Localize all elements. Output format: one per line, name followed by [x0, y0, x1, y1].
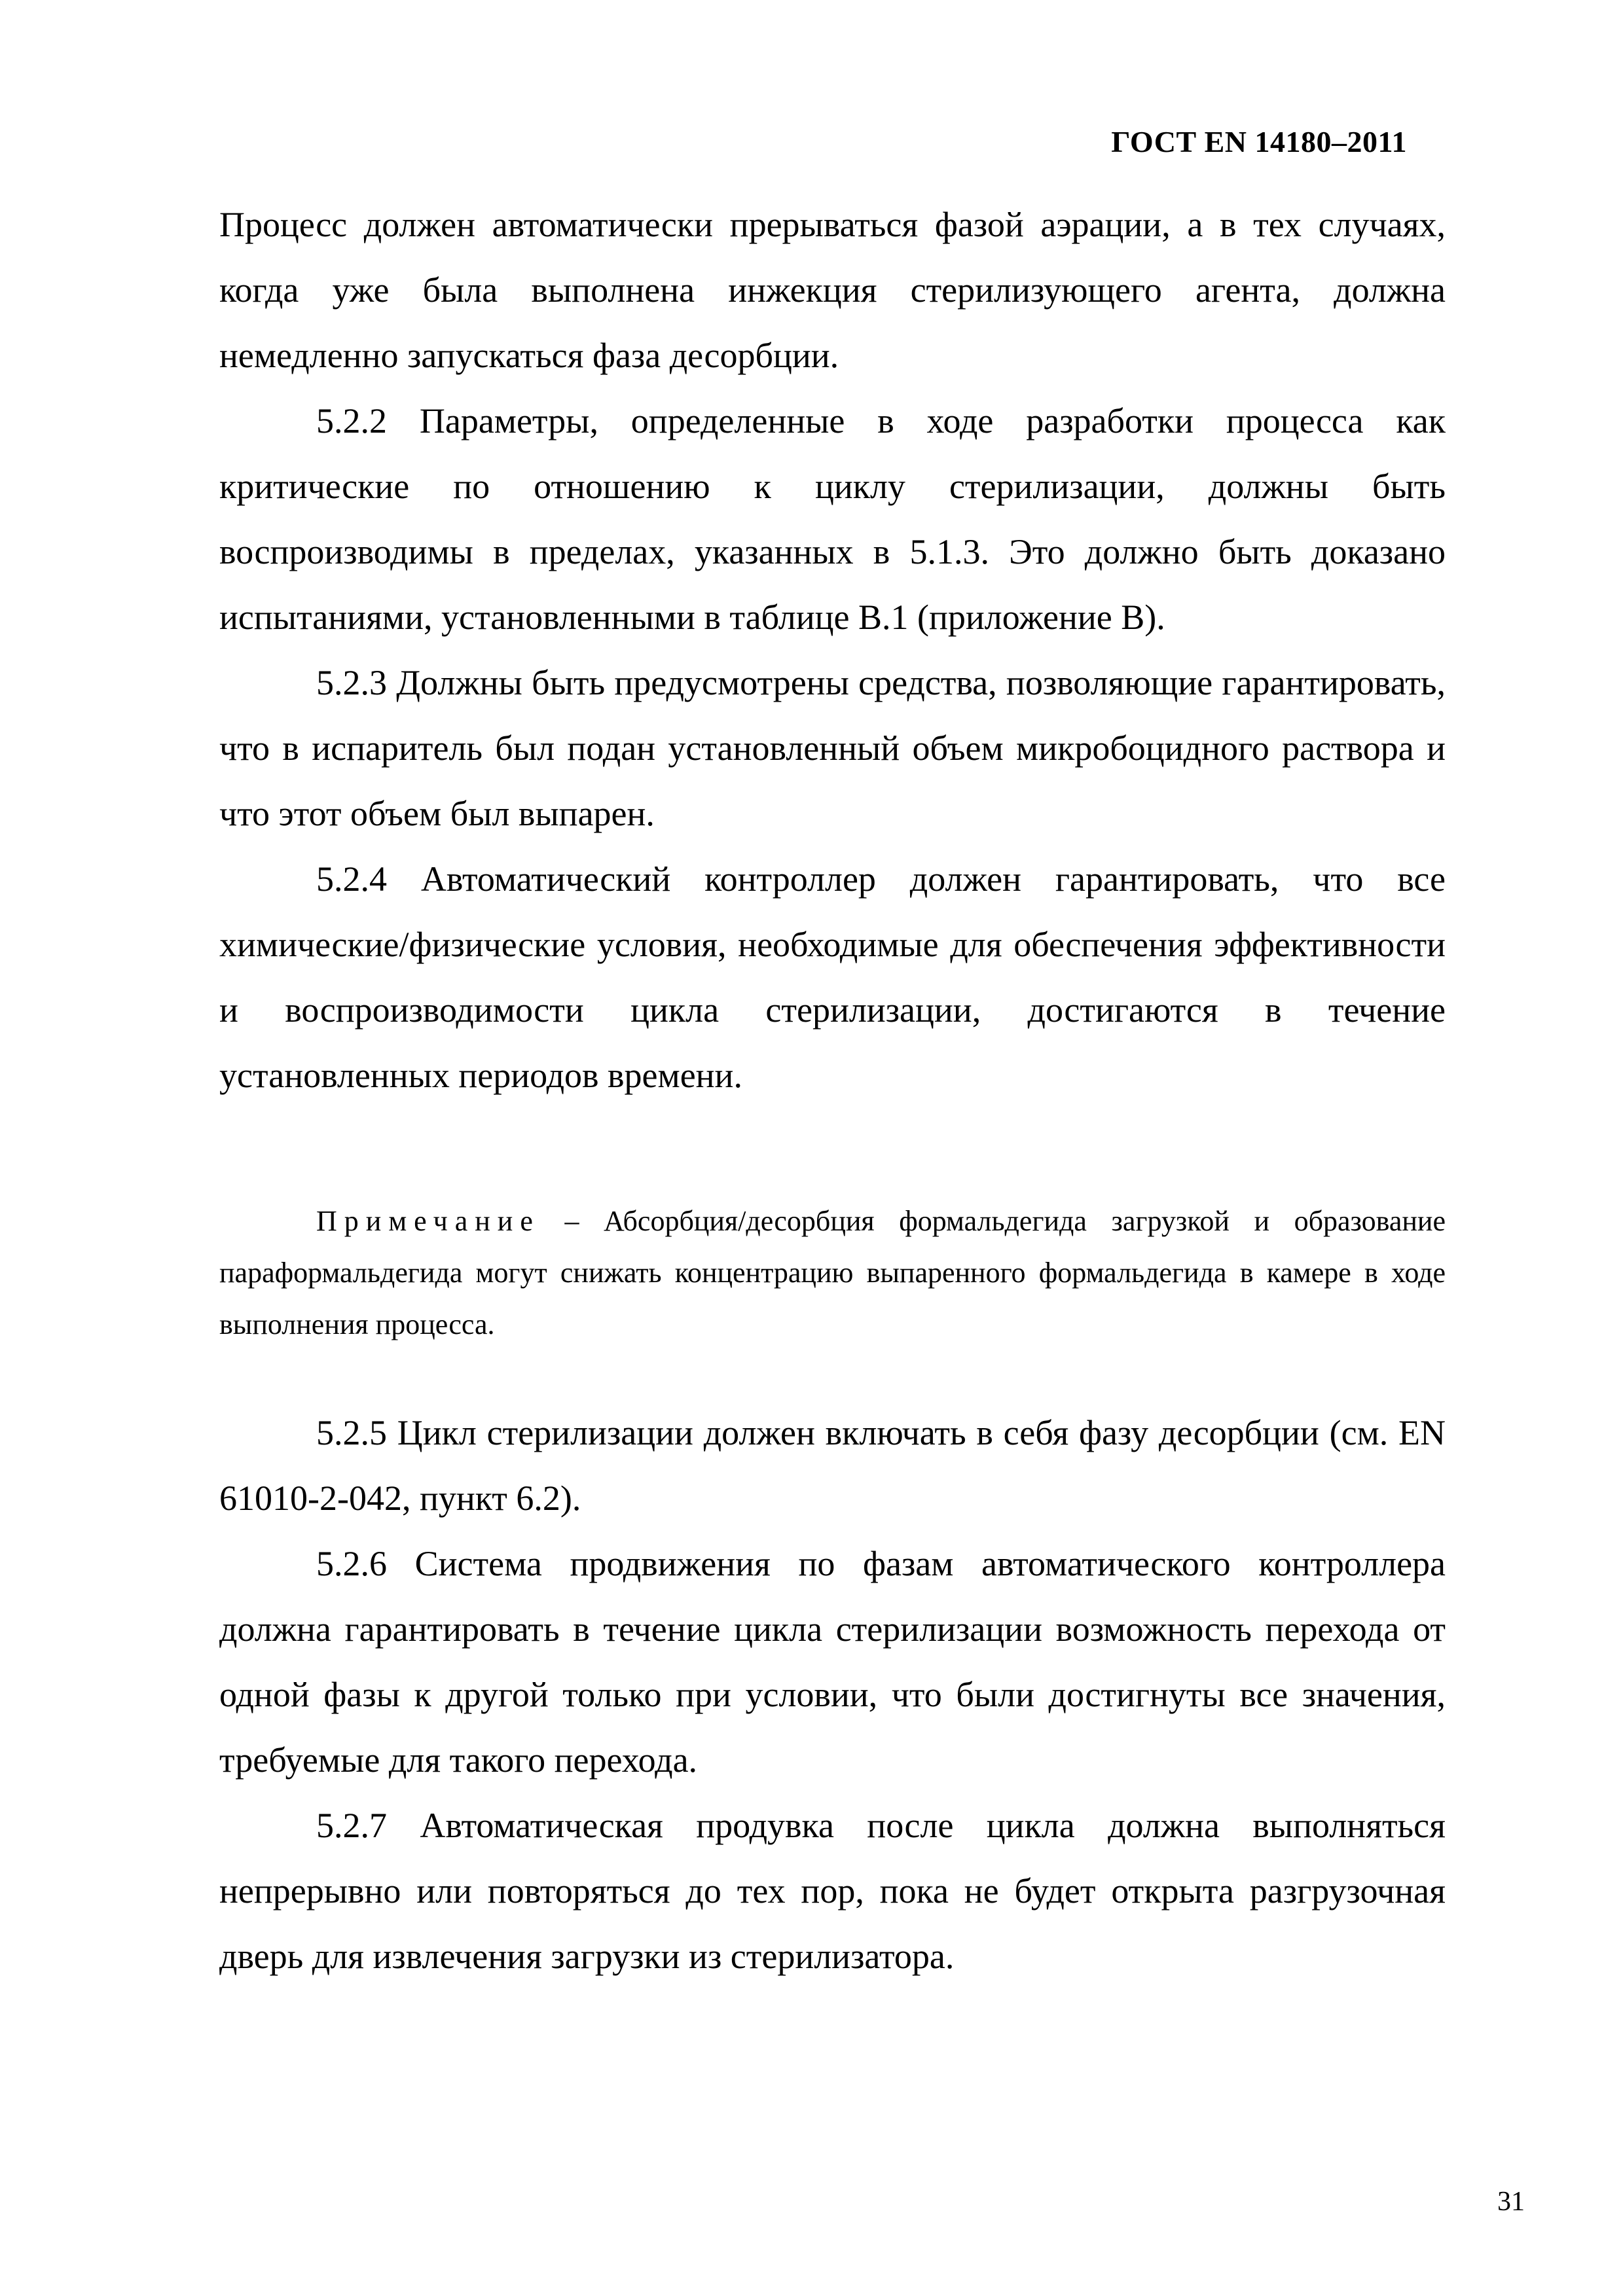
paragraph-5-2-2: 5.2.2 Параметры, определенные в ходе разработки процесса как критические по отношению к циклу стерилизации, должны быть воспроизводимы в пределах, указанных в 5.1.3. Это должно быть доказано испытаниями, установленными в таблице B.1 (приложение B).	[219, 401, 1446, 637]
main-text-block	[219, 192, 1446, 1108]
note-text: – Абсорбция/десорбция формальдегида загрузкой и образование параформальдегида могут снижать концентрацию выпаренного формальдегида в камере в ходе выполнения процесса.	[219, 1205, 1446, 1340]
page-number: 31	[1497, 2187, 1525, 2217]
paragraph-continuation: Процесс должен автоматически прерываться фазой аэрации, а в тех случаях, когда уже была выполнена инжекция стерилизующего агента, должна немедленно запускаться фаза десорбции.	[219, 205, 1446, 375]
note-block	[219, 1195, 1446, 1350]
paragraph-5-2-6: 5.2.6 Система продвижения по фазам автоматического контроллера должна гарантировать в течение цикла стерилизации возможность перехода от одной фазы к другой только при условии, что были достигнуты все значения, требуемые для такого перехода.	[219, 1544, 1446, 1780]
document-id-header: ГОСТ EN 14180–2011	[1111, 125, 1407, 158]
paragraph-5-2-4: 5.2.4 Автоматический контроллер должен гарантировать, что все химические/физические условия, необходимые для обеспечения эффективности и воспроизводимости цикла стерилизации, достигаются в течение установленных периодов времени.	[219, 859, 1446, 1095]
main-text-block-2	[219, 1400, 1446, 1989]
paragraph-5-2-7: 5.2.7 Автоматическая продувка после цикла должна выполняться непрерывно или повторяться до тех пор, пока не будет открыта разгрузочная дверь для извлечения загрузки из стерилизатора.	[219, 1806, 1446, 1976]
note-label: Примечание	[316, 1205, 540, 1237]
note-paragraph	[219, 1195, 1446, 1350]
paragraph-5-2-5: 5.2.5 Цикл стерилизации должен включать в себя фазу десорбции (см. EN 61010-2-042, пункт 6.2).	[219, 1413, 1446, 1518]
paragraph-5-2-3: 5.2.3 Должны быть предусмотрены средства, позволяющие гарантировать, что в испаритель был подан установленный объем микробоцидного раствора и что этот объем был выпарен.	[219, 663, 1446, 833]
